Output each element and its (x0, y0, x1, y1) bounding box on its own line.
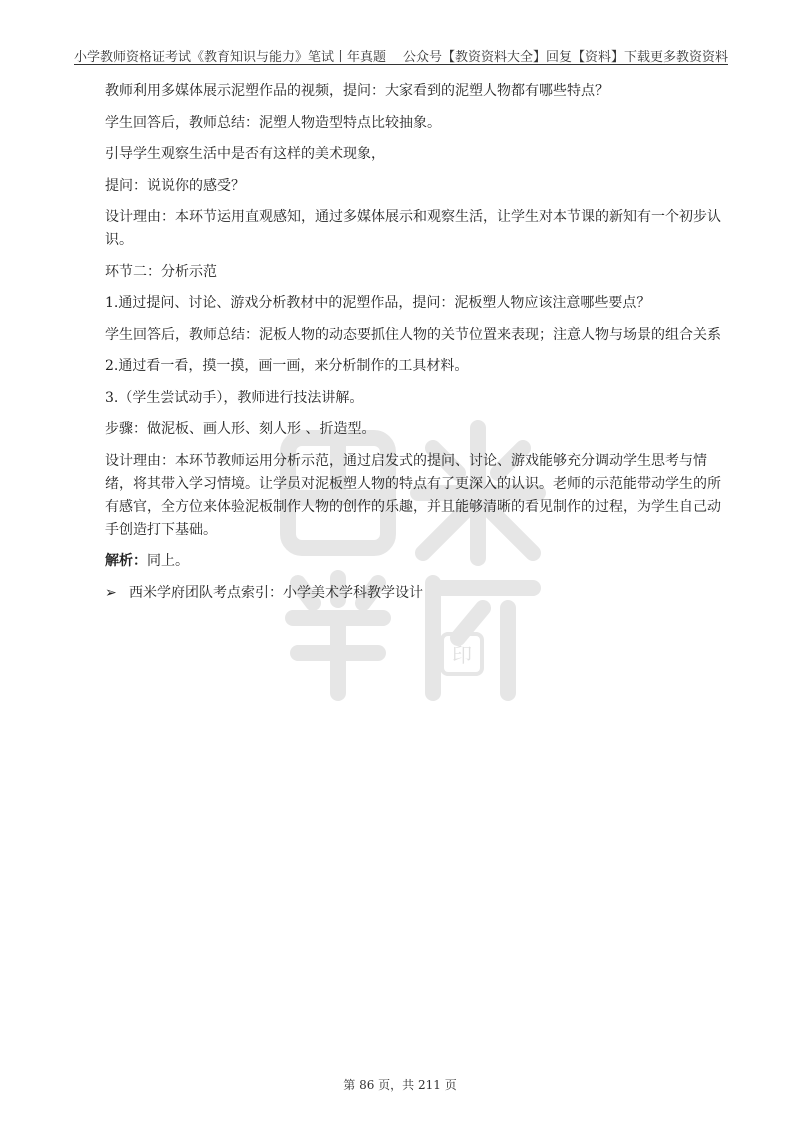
paragraph-9: 2.通过看一看，摸一摸，画一画，来分析制作的工具材料。 (105, 358, 469, 374)
analysis-label: 解析： (105, 553, 147, 569)
paragraph-1: 教师利用多媒体展示泥塑作品的视频，提问：大家看到的泥塑人物都有哪些特点？ (105, 83, 609, 99)
section-heading: 环节二：分析示范 (105, 263, 217, 280)
paragraph-10: 3.（学生尝试动手），教师进行技法讲解。 (105, 389, 364, 406)
paragraph-4: 提问：说说你的感受？ (105, 177, 245, 194)
index-text: 西米学府团队考点索引：小学美术学科教学设计 (129, 584, 423, 601)
page-footer: 第 86 页，共 211 页 (343, 1078, 457, 1092)
paragraph-7: 1.通过提问、讨论、游戏分析教材中的泥塑作品，提问：泥板塑人物应该注意哪些要点？ (105, 295, 651, 311)
header-promo: 公众号【教资资料大全】回复【资料】下载更多教资资料 (402, 50, 728, 65)
paragraph-5: 设计理由：本环节运用直观感知，通过多媒体展示和观察生活，让学生对本节课的新知有一个初步认识。 (105, 209, 721, 248)
main-content (105, 80, 730, 613)
paragraph-3: 引导学生观察生活中是否有这样的美术现象， (105, 146, 385, 162)
analysis-text: 同上。 (147, 553, 189, 569)
arrow-bullet-icon: ➢ (105, 584, 117, 601)
paragraph-8: 学生回答后，教师总结：泥板人物的动态要抓住人物的关节位置来表现；注意人物与场景的组合关系 (105, 326, 721, 343)
paragraph-2: 学生回答后，教师总结：泥塑人物造型特点比较抽象。 (105, 114, 441, 131)
page-header (74, 44, 728, 65)
paragraph-11: 步骤：做泥板、画人形、刻人形 、折造型。 (105, 421, 376, 437)
paragraph-12: 设计理由：本环节教师运用分析示范，通过启发式的提问、讨论、游戏能够充分调动学生思考与情绪，将其带入学习情境。让学员对泥板塑人物的特点有了更深入的认识。老师的示范能带动学生的所有感官，全方位来体验泥板制作人物的创作的乐趣，并且能够清晰的看见制作的过程，为学生自己动手创造打下基础。 (105, 452, 721, 538)
index-line (105, 582, 730, 605)
analysis-line (105, 550, 730, 573)
header-title: 小学教师资格证考试《教育知识与能力》笔试丨年真题 (74, 50, 387, 65)
watermark-stamp: 印 (452, 643, 472, 667)
